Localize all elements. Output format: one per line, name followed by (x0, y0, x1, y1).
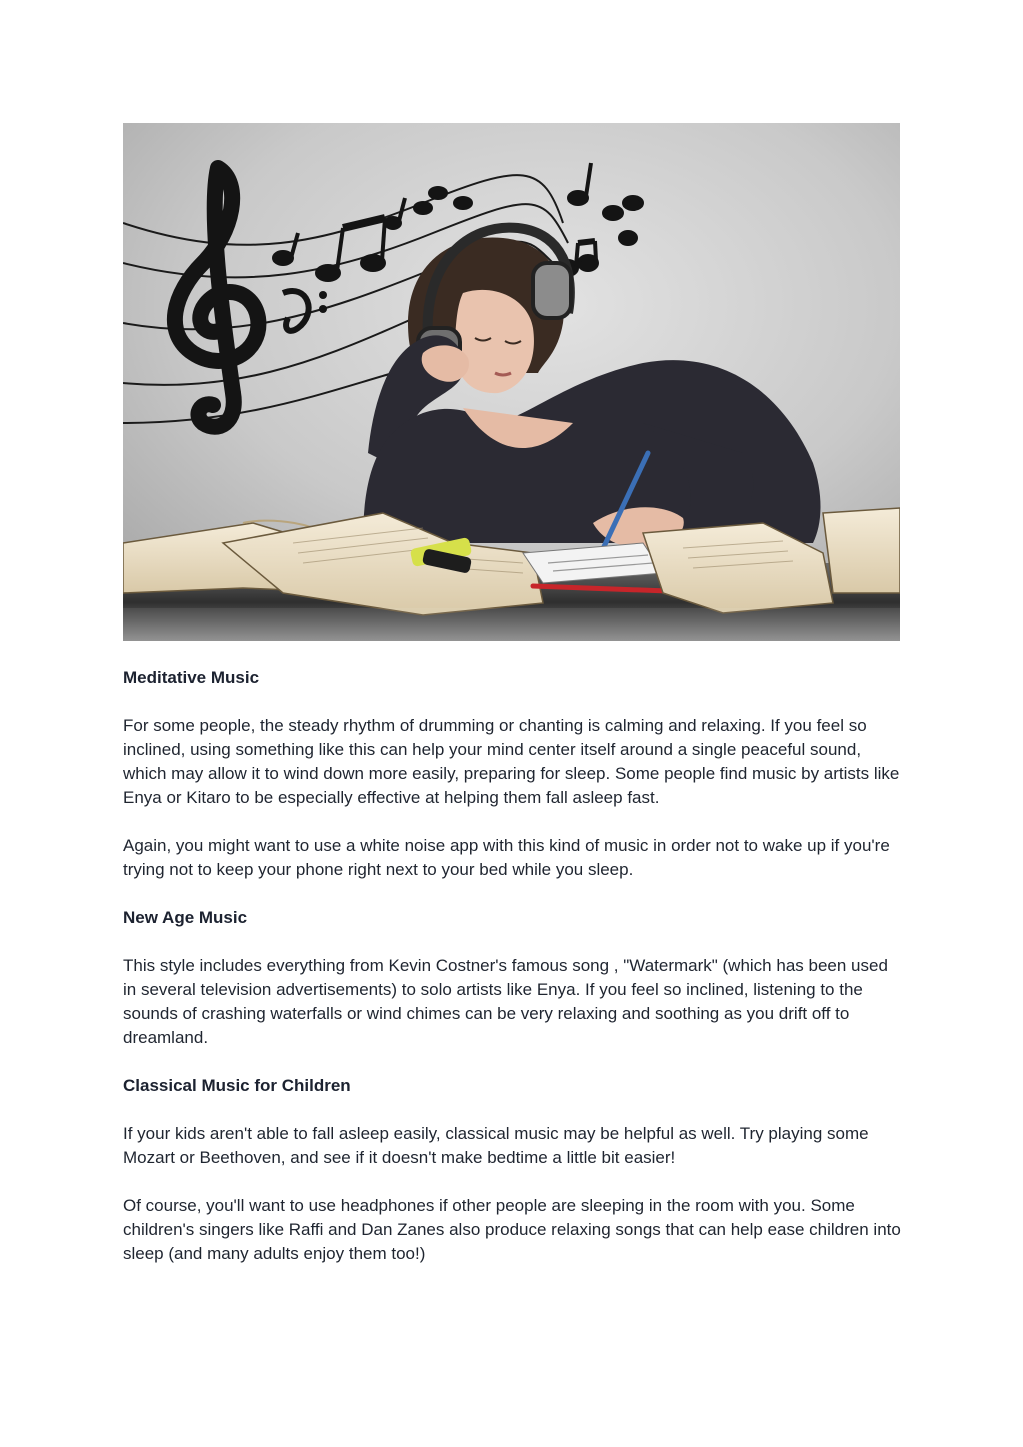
section-paragraph: This style includes everything from Kevin Costner's famous song , "Watermark" (which has been used in several television advertisements) to solo artists like Enya. If you feel so inclined, listening to the sounds of crashing waterfalls or wind chimes can be very relaxing and soothing as you drift off to dreamland. (123, 956, 888, 1047)
section-heading-meditative: Meditative Music (123, 668, 260, 687)
hero-image (123, 123, 900, 641)
section-paragraph: If your kids aren't able to fall asleep easily, classical music may be helpful as well. Try playing some Mozart or Beethoven, and see if it doesn't make bedtime a little bit easier! (123, 1124, 869, 1167)
document-page (123, 123, 901, 1290)
section-paragraph: For some people, the steady rhythm of drumming or chanting is calming and relaxing. If you feel so inclined, using something like this can help your mind center itself around a single peaceful sound, which may allow it to wind down more easily, preparing for sleep. Some people find music by artists like Enya or Kitaro to be especially effective at helping them fall asleep fast. (123, 716, 900, 807)
section-heading-new-age: New Age Music (123, 908, 248, 927)
article-body (123, 666, 901, 1266)
section-heading-classical-children: Classical Music for Children (123, 1076, 351, 1095)
section-paragraph: Of course, you'll want to use headphones if other people are sleeping in the room with you. Some children's singers like Raffi and Dan Zanes also produce relaxing songs that can help ease children into sleep (and many adults enjoy them too!) (123, 1196, 901, 1263)
section-paragraph: Again, you might want to use a white noise app with this kind of music in order not to wake up if you're trying not to keep your phone right next to your bed while you sleep. (123, 836, 890, 879)
